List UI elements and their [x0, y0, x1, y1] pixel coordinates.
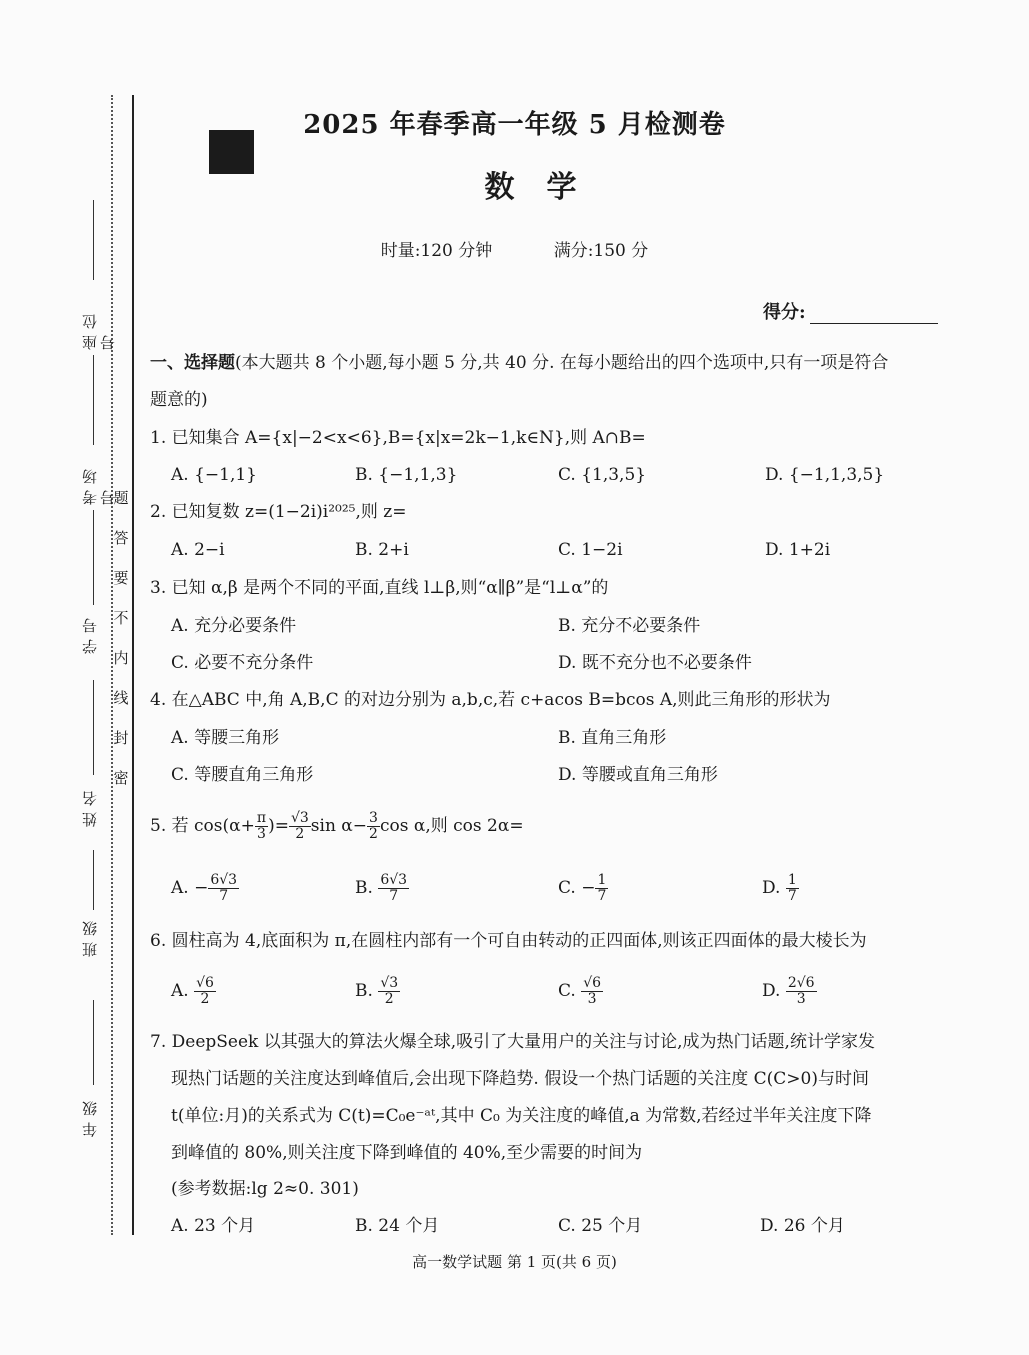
opt-prefix: D. — [762, 878, 786, 898]
q5-frac-sqrt3-2 — [289, 811, 311, 842]
section-desc-1: (本大题共 8 个小题,每小题 5 分,共 40 分. 在每小题给出的四个选项中,只有一项是符合 — [235, 353, 889, 373]
q4-option-a[interactable]: A. 等腰三角形 — [171, 728, 280, 748]
class-field[interactable] — [75, 850, 111, 1010]
opt-prefix: C. − — [558, 878, 596, 898]
q3-option-a[interactable]: A. 充分必要条件 — [171, 616, 297, 636]
seal-solid-line — [132, 95, 134, 1235]
frac-num: √6 — [196, 975, 214, 991]
seal-char: 线 — [113, 689, 129, 707]
grade-field[interactable] — [75, 1000, 111, 1140]
q4-option-d[interactable]: D. 等腰或直角三角形 — [558, 765, 718, 785]
q5-option-a[interactable] — [171, 870, 239, 906]
frac-den: 7 — [389, 888, 399, 904]
frac-den: 2 — [200, 991, 210, 1007]
opt-frac — [378, 873, 409, 904]
q1-stem: 1. 已知集合 A={x|−2<x<6},B={x|x=2k−1,k∈N},则 A∩B= — [150, 428, 646, 448]
q7-line-1: 7. DeepSeek 以其强大的算法火爆全球,吸引了大量用户的关注与讨论,成为热门话题,统计学家发 — [150, 1032, 875, 1052]
class-blank[interactable] — [93, 850, 94, 910]
frac-num: √3 — [290, 810, 309, 826]
opt-prefix: C. — [558, 981, 582, 1001]
frac-num: π — [256, 810, 267, 826]
q4-option-c[interactable]: C. 等腰直角三角形 — [171, 765, 314, 785]
opt-prefix: B. — [355, 878, 379, 898]
q5-frac-pi-3 — [255, 811, 268, 842]
opt-frac — [786, 976, 817, 1007]
q5-option-b[interactable] — [355, 870, 409, 906]
frac-num: √3 — [380, 975, 399, 991]
q1-option-d[interactable]: D. {−1,1,3,5} — [765, 465, 885, 485]
time-limit: 时量:120 分钟 — [380, 241, 493, 261]
exam-room-label: 考场号 — [81, 463, 117, 505]
opt-frac — [786, 873, 799, 904]
seat-number-field[interactable] — [75, 200, 117, 350]
opt-prefix: A. − — [171, 878, 209, 898]
q5-stem-part: sin α− — [310, 816, 368, 836]
name-blank[interactable] — [93, 680, 94, 775]
frac-den: 2 — [384, 991, 394, 1007]
frac-den: 7 — [787, 888, 797, 904]
q7-option-c[interactable]: C. 25 个月 — [558, 1216, 643, 1236]
student-id-label: 学号 — [81, 612, 99, 654]
q3-option-d[interactable]: D. 既不充分也不必要条件 — [558, 653, 752, 673]
q2-option-d[interactable]: D. 1+2i — [765, 540, 831, 560]
opt-prefix: A. — [171, 981, 195, 1001]
grade-label: 年级 — [81, 1095, 99, 1137]
opt-frac — [595, 873, 608, 904]
opt-frac — [378, 976, 400, 1007]
q1-option-b[interactable]: B. {−1,1,3} — [355, 465, 458, 485]
q4-option-b[interactable]: B. 直角三角形 — [558, 728, 667, 748]
frac-num: √6 — [583, 975, 602, 991]
q3-option-b[interactable]: B. 充分不必要条件 — [558, 616, 701, 636]
frac-den: 2 — [369, 826, 378, 842]
frac-num: 1 — [787, 872, 797, 888]
seal-notice — [113, 478, 129, 798]
q3-stem: 3. 已知 α,β 是两个不同的平面,直线 l⊥β,则“α∥β”是“l⊥α”的 — [150, 578, 609, 598]
opt-prefix: D. — [762, 981, 786, 1001]
frac-den: 3 — [257, 826, 266, 842]
q2-option-a[interactable]: A. 2−i — [171, 540, 225, 560]
q7-option-b[interactable]: B. 24 个月 — [355, 1216, 440, 1236]
q6-stem: 6. 圆柱高为 4,底面积为 π,在圆柱内部有一个可自由转动的正四面体,则该正四面体的最大棱长为 — [150, 931, 867, 951]
q5-stem-part: )= — [268, 816, 289, 836]
q1-option-a[interactable]: A. {−1,1} — [171, 465, 257, 485]
page-title: 2025 年春季高一年级 5 月检测卷 — [303, 110, 726, 140]
seat-number-label: 座位号 — [81, 308, 117, 350]
page-footer: 高一数学试题 第 1 页(共 6 页) — [412, 1253, 617, 1271]
q4-stem: 4. 在△ABC 中,角 A,B,C 的对边分别为 a,b,c,若 c+acos B=bcos A,则此三角形的形状为 — [150, 690, 831, 710]
frac-den: 2 — [295, 826, 305, 842]
seal-char: 封 — [113, 729, 129, 747]
name-field[interactable] — [75, 680, 111, 840]
student-id-field[interactable] — [75, 510, 111, 670]
q7-option-a[interactable]: A. 23 个月 — [171, 1216, 256, 1236]
seal-char: 内 — [113, 649, 129, 667]
section-desc-2: 题意的) — [150, 390, 208, 410]
frac-num: 6√3 — [210, 872, 238, 888]
q3-option-c[interactable]: C. 必要不充分条件 — [171, 653, 314, 673]
seal-char: 不 — [113, 609, 129, 627]
exam-meta — [0, 236, 1029, 261]
seal-char: 密 — [113, 769, 129, 787]
q7-line-2: 现热门话题的关注度达到峰值后,会出现下降趋势. 假设一个热门话题的关注度 C(C>0)与时间 — [171, 1069, 869, 1089]
frac-num: 2√6 — [787, 975, 815, 991]
q5-stem-part: 5. 若 cos(α+ — [150, 816, 255, 836]
section-heading: 一、选择题 — [150, 353, 235, 373]
q2-option-b[interactable]: B. 2+i — [355, 540, 409, 560]
q7-reference: (参考数据:lg 2≈0. 301) — [171, 1179, 359, 1199]
seal-char: 题 — [113, 489, 129, 507]
frac-num: 6√3 — [380, 872, 408, 888]
q5-option-d[interactable] — [762, 870, 799, 906]
frac-num: 1 — [597, 872, 607, 888]
q6-option-c[interactable] — [558, 973, 603, 1009]
exam-room-blank[interactable] — [93, 355, 94, 445]
q7-line-4: 到峰值的 80%,则关注度下降到峰值的 40%,至少需要的时间为 — [171, 1143, 643, 1163]
exam-room-field[interactable] — [75, 355, 117, 505]
score-box — [763, 298, 938, 324]
q7-line-3: t(单位:月)的关系式为 C(t)=C₀e⁻ᵃᵗ,其中 C₀ 为关注度的峰值,a 为常数,若经过半年关注度下降 — [171, 1106, 872, 1126]
q2-stem: 2. 已知复数 z=(1−2i)i²⁰²⁵,则 z= — [150, 502, 407, 522]
class-label: 班级 — [81, 915, 99, 957]
q6-option-a[interactable] — [171, 973, 216, 1009]
frac-den: 7 — [597, 888, 607, 904]
seal-char: 要 — [113, 569, 129, 587]
seal-char: 答 — [113, 529, 129, 547]
q5-option-c[interactable] — [558, 870, 608, 906]
score-label: 得分: — [763, 302, 806, 323]
q5-frac-3-2 — [367, 811, 380, 842]
frac-den: 3 — [587, 991, 597, 1007]
opt-frac — [194, 976, 216, 1007]
opt-frac — [581, 976, 603, 1007]
student-id-blank[interactable] — [93, 510, 94, 605]
name-label: 姓名 — [81, 785, 99, 827]
q2-option-c[interactable]: C. 1−2i — [558, 540, 623, 560]
q6-option-d[interactable] — [762, 973, 817, 1009]
q6-option-b[interactable] — [355, 973, 400, 1009]
q5-stem — [150, 808, 524, 844]
frac-den: 3 — [796, 991, 806, 1007]
opt-frac — [208, 873, 239, 904]
full-score: 满分:150 分 — [553, 241, 649, 261]
opt-prefix: B. — [355, 981, 379, 1001]
frac-num: 3 — [369, 810, 378, 826]
frac-den: 7 — [219, 888, 229, 904]
grade-blank[interactable] — [93, 1000, 94, 1085]
section-heading-line — [150, 352, 888, 374]
q7-option-d[interactable]: D. 26 个月 — [760, 1216, 845, 1236]
subject-title: 数学 — [484, 170, 609, 205]
q1-option-c[interactable]: C. {1,3,5} — [558, 465, 647, 485]
score-blank[interactable] — [810, 305, 938, 324]
q5-stem-part: cos α,则 cos 2α= — [379, 816, 524, 836]
